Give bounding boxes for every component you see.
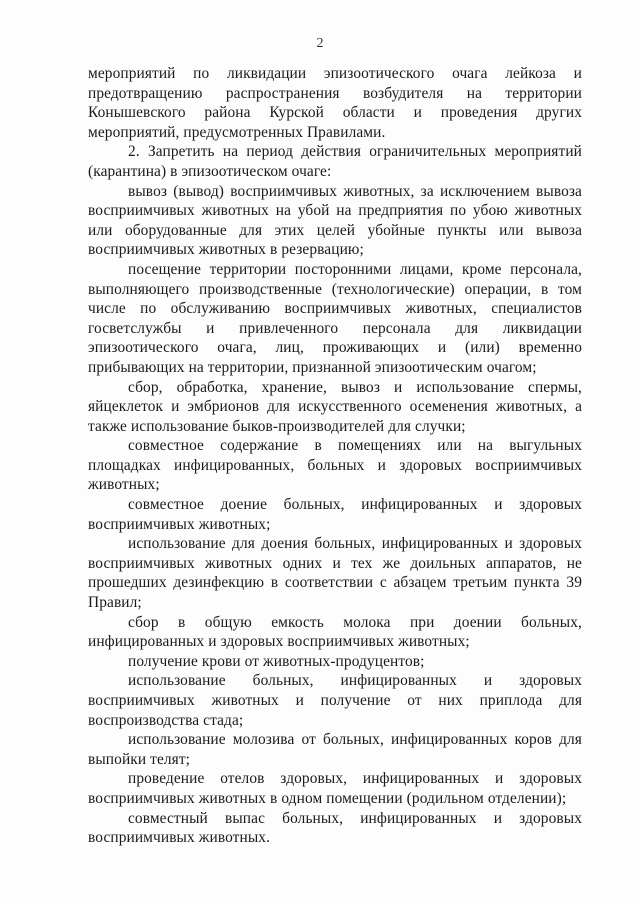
paragraph-milking-apparatus: использование для доения больных, инфицированных и здоровых восприимчивых животных одних и тех же доильных аппаратов, не прошедших дезинфекцию в соответствии с абзацем третьим пункта 39 Правил; — [88, 535, 582, 612]
paragraph-export-animals: вывоз (вывод) восприимчивых животных, за исключением вывоза восприимчивых животных на убой на предприятия по убою животных или оборудованные для этих целей убойные пункты или вывоза восприимчивых животных в резервацию; — [88, 182, 582, 259]
document-body — [88, 64, 582, 848]
paragraph-blood-collection: получение крови от животных-продуцентов; — [128, 652, 425, 670]
paragraph-prohibition-intro: 2. Запретить на период действия ограничительных мероприятий (карантина) в эпизоотическом очаге: — [88, 143, 582, 180]
paragraph-offspring-use: использование больных, инфицированных и здоровых восприимчивых животных и получение от них приплода для воспроизводства стада; — [88, 672, 582, 729]
paragraph-milk-collection: сбор в общую емкость молока при доении больных, инфицированных и здоровых восприимчивых животных; — [88, 613, 582, 651]
paragraph-joint-milking: совместное доение больных, инфицированных и здоровых восприимчивых животных; — [88, 496, 582, 533]
paragraph-joint-grazing: совместный выпас больных, инфицированных и здоровых восприимчивых животных. — [88, 809, 582, 847]
paragraph-colostrum-use: использование молозива от больных, инфицированных коров для выпойки телят; — [88, 731, 582, 768]
paragraph-continuation: мероприятий по ликвидации эпизоотического очага лейкоза и предотвращению распространения возбудителя на территории Конышевского района Курской области и проведения других мероприятий, предусмотренных Правилами. — [88, 65, 582, 141]
paragraph-sperm-embryos: сбор, обработка, хранение, вывоз и использование спермы, яйцеклеток и эмбрионов для искусственного осеменения животных, а также использование быков-производителей для случки; — [88, 378, 582, 435]
page-number: 2 — [316, 36, 324, 51]
paragraph-joint-keeping: совместное содержание в помещениях или на выгульных площадках инфицированных, больных и здоровых восприимчивых животных; — [88, 437, 582, 494]
paragraph-calving: проведение отелов здоровых, инфицированных и здоровых восприимчивых животных в одном помещении (родильном отделении); — [88, 770, 582, 807]
paragraph-visiting-territory: посещение территории посторонними лицами, кроме персонала, выполняющего производственные (технологические) операции, в том числе по обслуживанию восприимчивых животных, специалистов госветслужбы и привлеченного персонала для ликвидации эпизоотического очага, лиц, проживающих и (или) временно прибывающих на территории, признанной эпизоотическим очагом; — [88, 260, 582, 376]
